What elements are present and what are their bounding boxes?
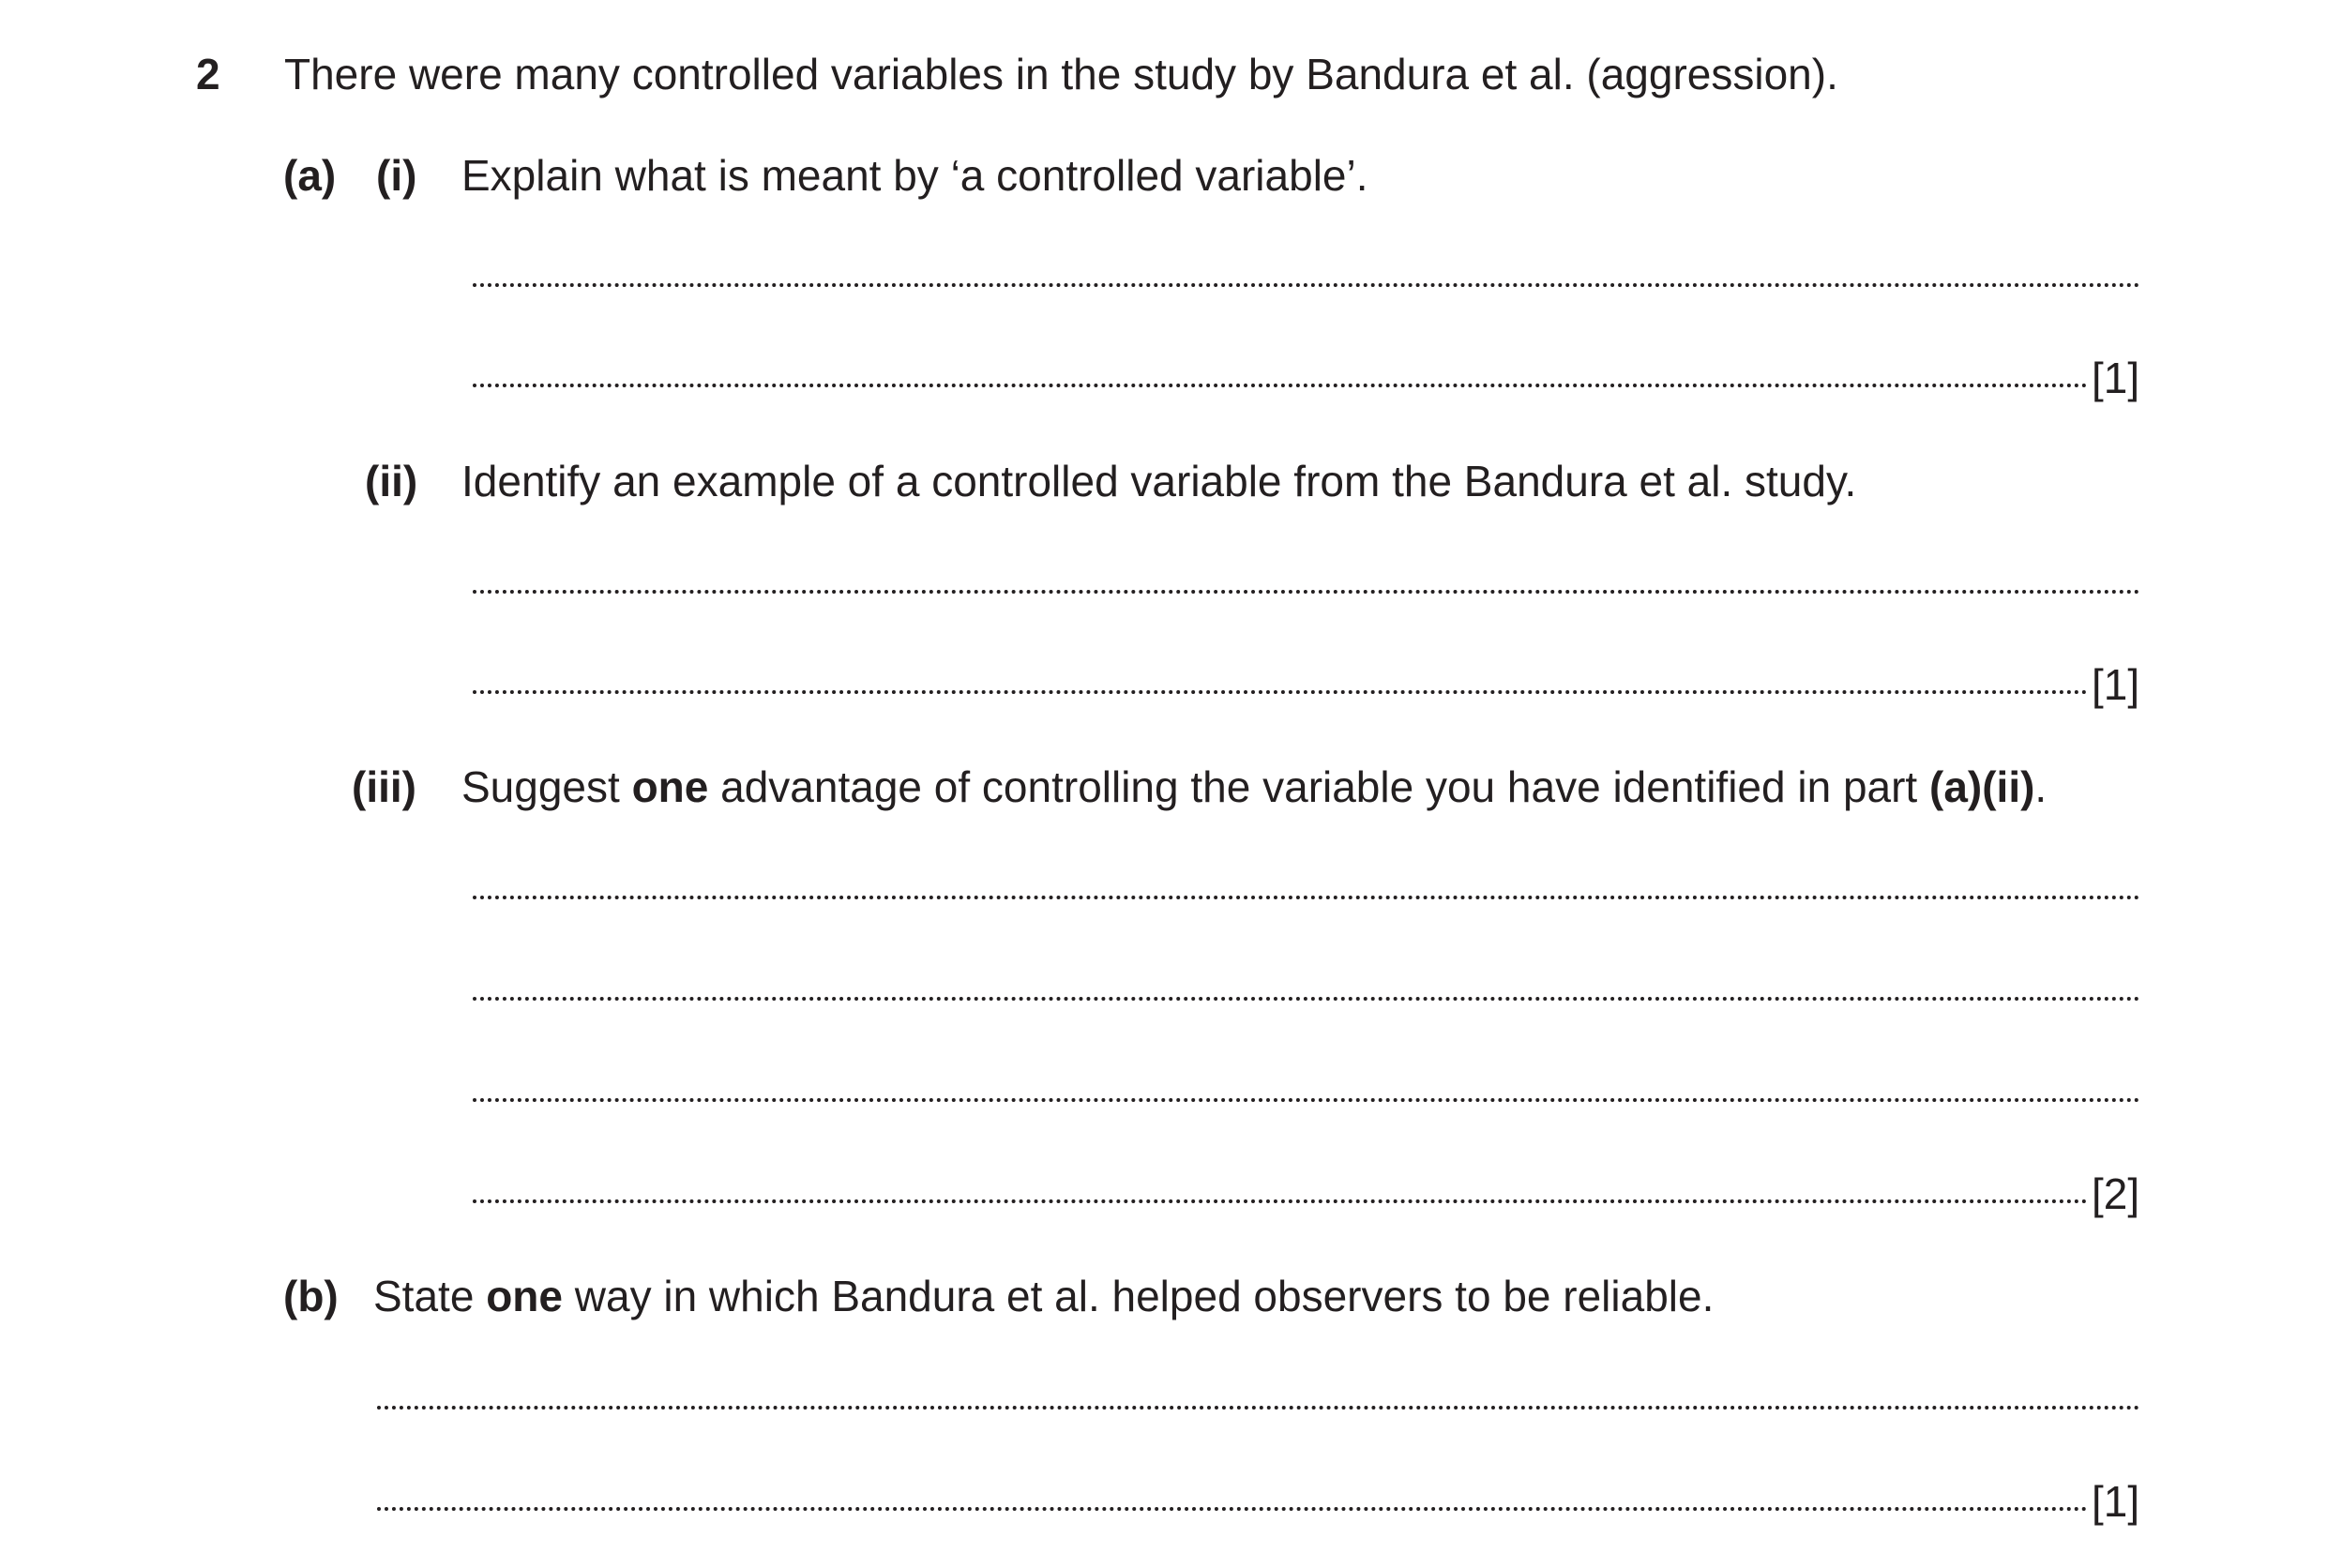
- answer-line-a-iii-2[interactable]: [473, 997, 2140, 1001]
- part-a-ii-text: Identify an example of a controlled variable from the Bandura et al. study.: [461, 457, 1857, 505]
- answer-line-a-i-1[interactable]: [473, 283, 2140, 287]
- marks-a-iii: [2]: [2092, 1169, 2140, 1218]
- part-a-i-label: (i): [376, 151, 417, 200]
- question-number: 2: [196, 50, 220, 98]
- question-stem: There were many controlled variables in the study by Bandura et al. (aggression).: [284, 50, 1838, 98]
- part-a-ii-label: (ii): [365, 457, 418, 505]
- marks-b: [1]: [2092, 1477, 2140, 1526]
- part-a-i-text: Explain what is meant by ‘a controlled variable’.: [461, 151, 1368, 200]
- answer-line-a-iii-4[interactable]: [473, 1199, 2088, 1203]
- marks-a-i: [1]: [2092, 354, 2140, 402]
- marks-a-ii: [1]: [2092, 660, 2140, 709]
- answer-line-a-iii-3[interactable]: [473, 1098, 2140, 1102]
- answer-line-b-2[interactable]: [377, 1507, 2088, 1511]
- answer-line-a-iii-1[interactable]: [473, 896, 2140, 899]
- answer-line-b-1[interactable]: [377, 1406, 2140, 1410]
- answer-line-a-ii-2[interactable]: [473, 690, 2088, 694]
- part-b-label: (b): [283, 1272, 339, 1320]
- answer-line-a-i-2[interactable]: [473, 384, 2088, 387]
- part-a-iii-text: Suggest one advantage of controlling the variable you have identified in part (a)(ii).: [461, 762, 2047, 811]
- part-b-text: State one way in which Bandura et al. helped observers to be reliable.: [373, 1272, 1715, 1320]
- answer-line-a-ii-1[interactable]: [473, 590, 2140, 594]
- part-a-iii-label: (iii): [352, 762, 416, 811]
- part-a-label: (a): [283, 151, 337, 200]
